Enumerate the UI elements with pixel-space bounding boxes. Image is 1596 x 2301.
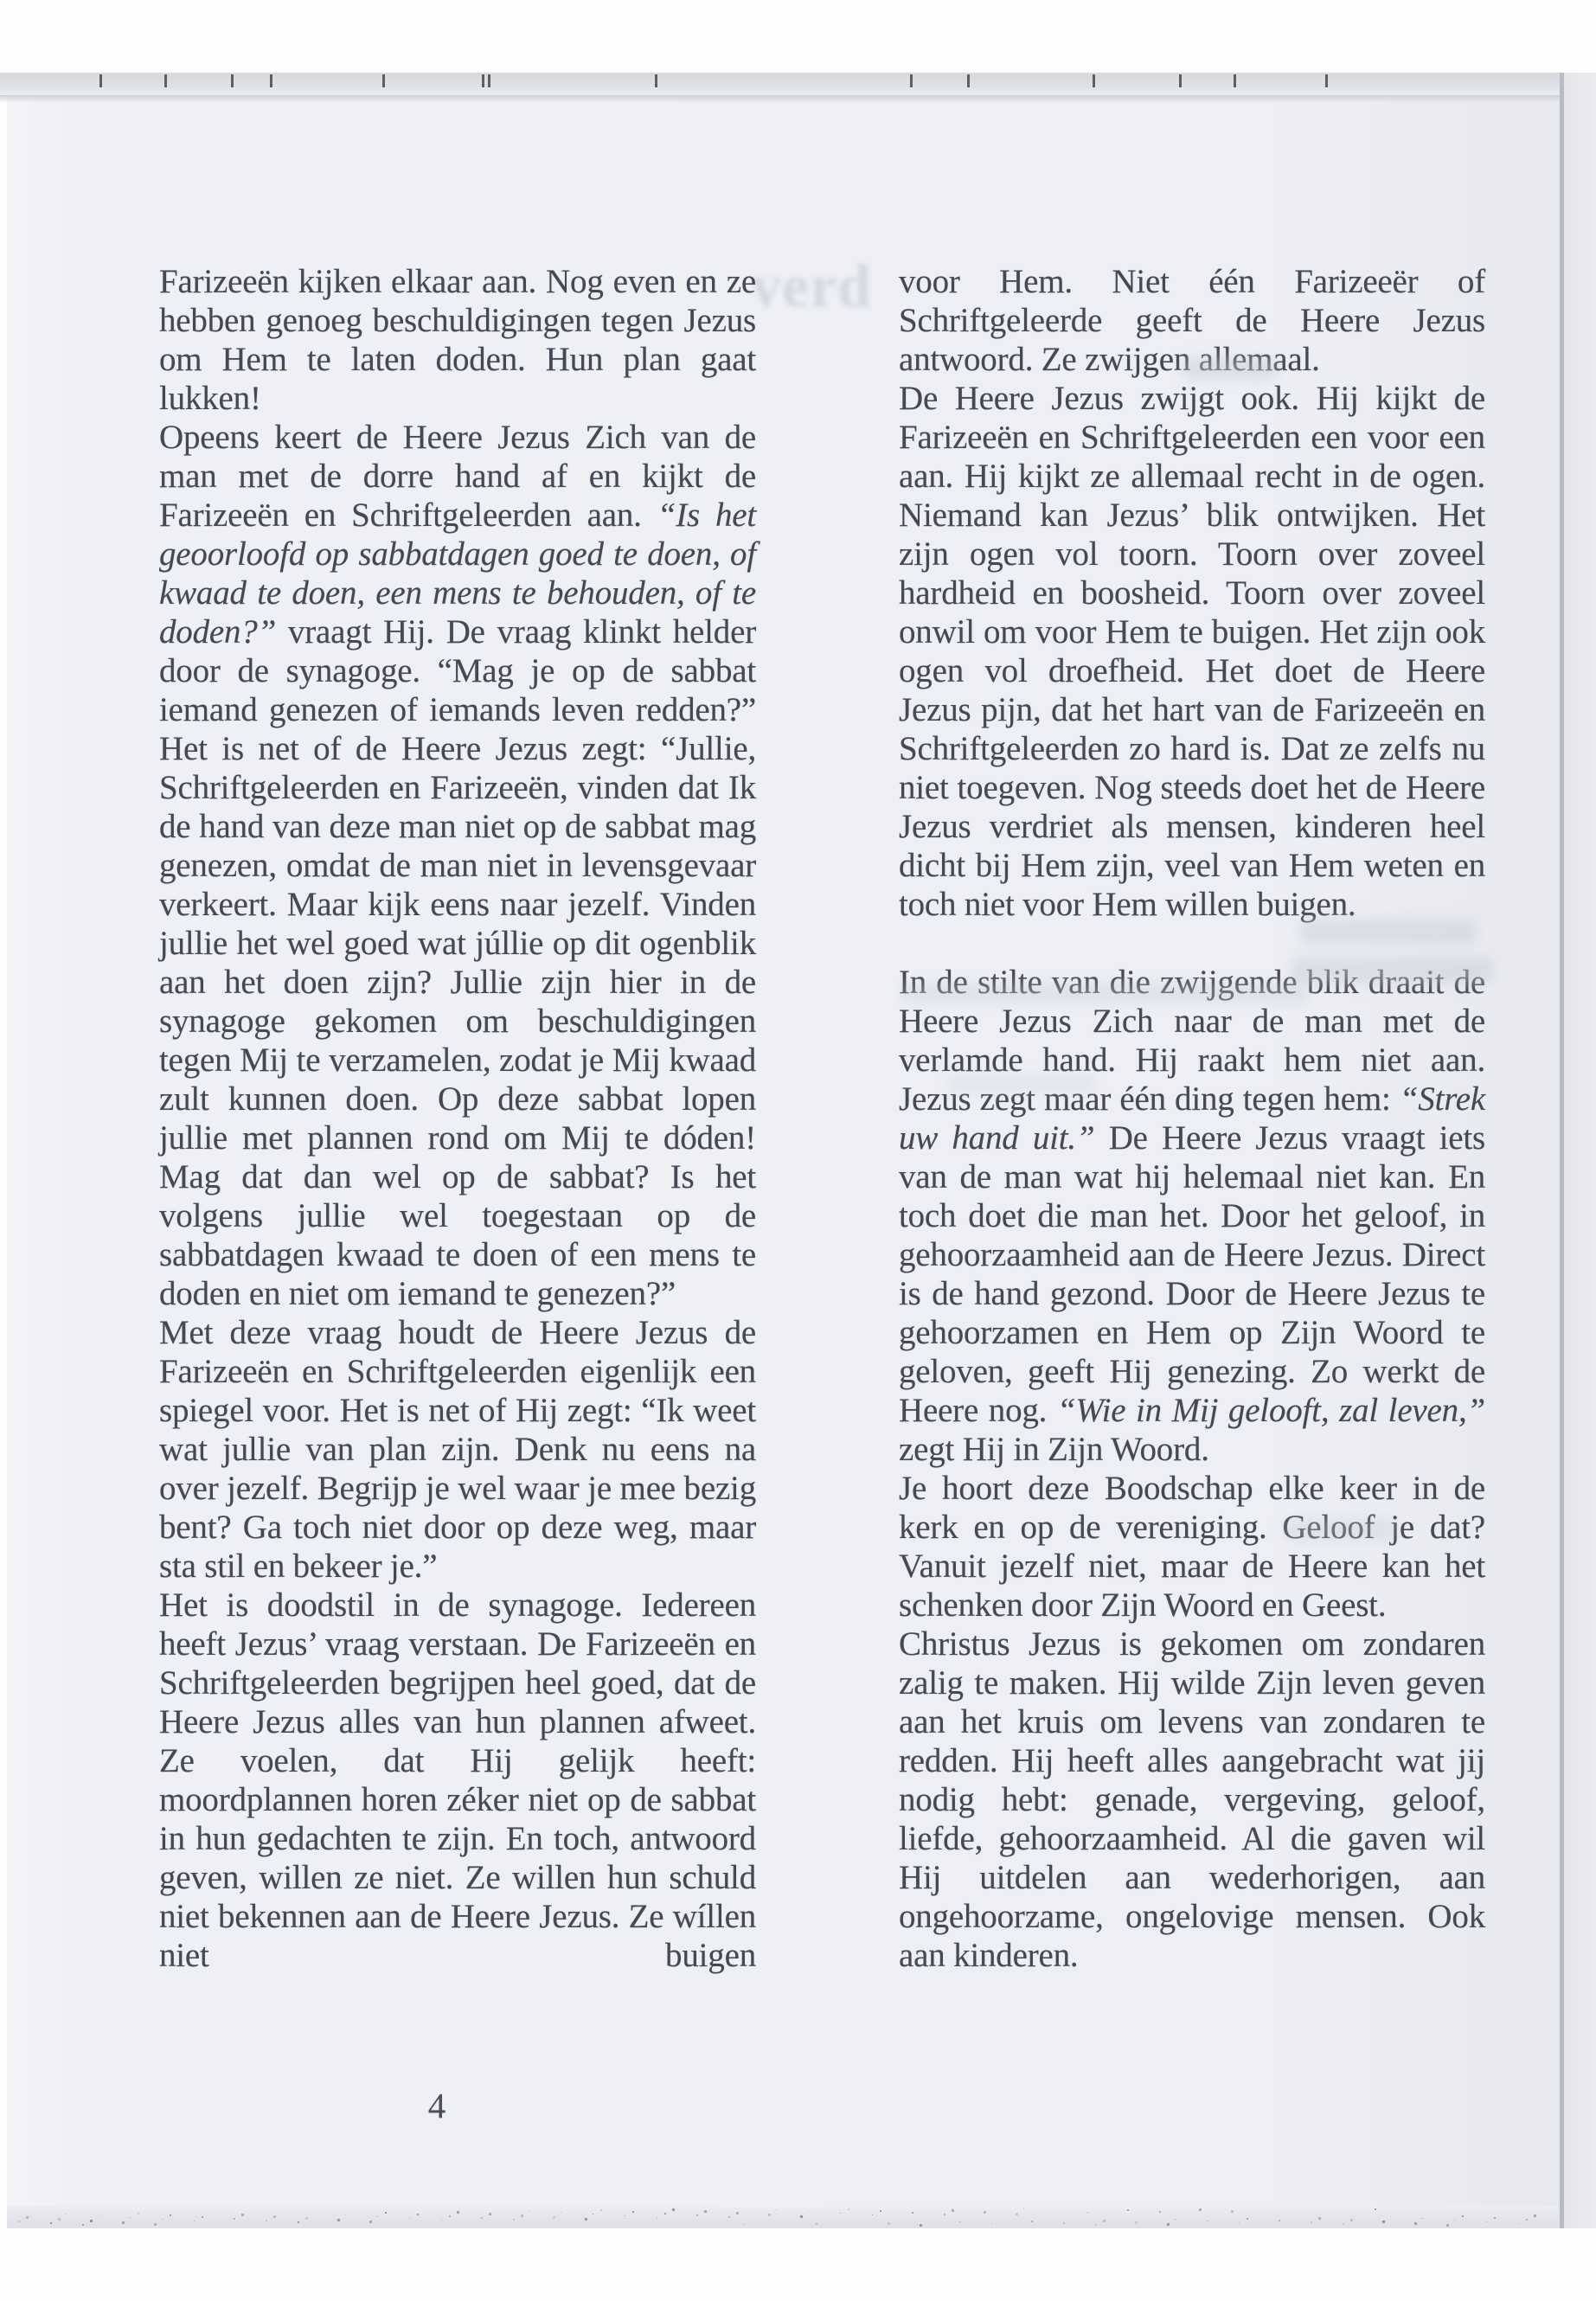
scan-noise-speck [1382, 2221, 1385, 2223]
scan-noise-speck [90, 2220, 93, 2222]
scan-noise-speck [10, 2208, 11, 2209]
text-run: Met deze vraag houdt de Heere Jezus de Farizeeën en Schriftgeleerden eigenlijk een spiegel voor. Het is net of Hij zegt: “Ik weet wat jullie van plan zijn. Denk nu eens na over jezelf. Begrijp je wel waar je mee bezig bent? Ga toch niet door op deze weg, maar sta stil en bekeer je.” [159, 1314, 756, 1585]
scan-noise-speck [1375, 2208, 1376, 2210]
scan-noise-speck [1016, 2213, 1018, 2215]
scan-noise-speck [1390, 2216, 1391, 2217]
scan-noise-speck [18, 2221, 20, 2222]
scan-noise-speck [848, 2208, 849, 2210]
bottom-speckle-band [7, 2206, 1560, 2228]
scan-noise-speck [888, 2222, 890, 2225]
text-run: De Heere Jezus vraagt iets van de man wat hij helemaal niet kan. En toch doet die man het. Door het geloof, in gehoorzaamheid aan de Heere Jezus. Direct is de hand gezond. Door de Heere Jezus te gehoorzamen en Hem op Zijn Woord te geloven, geeft Hij genezing. Zo werkt de Heere nog. [899, 1119, 1485, 1429]
scan-noise-speck [521, 2214, 523, 2217]
scan-noise-speck [744, 2224, 745, 2225]
scan-noise-speck [1175, 2219, 1176, 2220]
scan-noise-speck [585, 2218, 587, 2221]
scan-noise-speck [1446, 2224, 1449, 2227]
scan-edge-tick [231, 74, 234, 87]
scan-noise-speck [1239, 2222, 1240, 2223]
scan-noise-speck [298, 2221, 299, 2223]
scan-noise-speck [991, 2223, 992, 2224]
scan-noise-speck [984, 2211, 986, 2214]
scan-edge-tick [1179, 74, 1182, 87]
paragraph [899, 1625, 1485, 1975]
scan-noise-speck [98, 2215, 99, 2216]
scan-noise-speck [1518, 2223, 1519, 2224]
scan-noise-speck [162, 2219, 163, 2220]
scan-edge-tick [270, 74, 272, 87]
paragraph [159, 1586, 756, 1975]
scan-noise-speck [1271, 2224, 1272, 2225]
scan-noise-speck [840, 2213, 841, 2214]
scan-noise-speck [122, 2221, 125, 2224]
scan-noise-speck [1454, 2220, 1455, 2221]
scan-noise-speck [664, 2213, 666, 2214]
text-column-right [899, 262, 1485, 1975]
scan-noise-speck [1494, 2217, 1496, 2219]
italic-quote: “Wie in Mij gelooft, zal leven,” [1056, 1392, 1485, 1429]
scan-noise-speck [1063, 2222, 1065, 2224]
scan-noise-speck [1303, 2209, 1304, 2210]
scan-noise-speck [58, 2218, 61, 2221]
paragraph [159, 418, 756, 1313]
italic-quote: “Strek uw hand uit.” [899, 1080, 1485, 1157]
scan-noise-speck [345, 2214, 346, 2215]
scan-noise-speck [266, 2220, 267, 2221]
scan-noise-speck [1247, 2218, 1248, 2220]
scan-noise-speck [513, 2219, 515, 2221]
paragraph [899, 963, 1485, 1469]
scan-noise-speck [130, 2217, 131, 2218]
scan-noise-speck [385, 2212, 387, 2214]
scan-noise-speck [234, 2218, 235, 2220]
scan-noise-speck [1486, 2221, 1487, 2222]
scan-noise-speck [273, 2215, 276, 2218]
scan-noise-speck [672, 2208, 675, 2211]
text-run: vraagt Hij. De vraag klinkt helder door de synagoge. “Mag je op de sabbat iemand genezen of iemands leven redden?” Het is net of de Heere Jezus zegt: “Jullie, Schriftgeleerden en Farizeeën, vinden dat Ik de hand van deze man niet op de sabbat mag genezen, omdat de man niet in levensgevaar verkeert. Maar kijk eens naar jezelf. Vinden jullie het wel goed wat júllie op dit ogenblik aan het doen zijn? Jullie zijn hier in de synagoge gekomen om beschuldigingen tegen Mij te verzamelen, zodat je Mij kwaad zult kunnen doen. Op deze sabbat lopen jullie met plannen rond om Mij te dóden! Mag dat dan wel op de sabbat? Is het volgens jullie wel toegestaan op de sabbatdagen kwaad te doen of een mens te doden en niet om iemand te genezen?” [159, 613, 756, 1312]
bleedthrough-smudge [1183, 357, 1278, 380]
scan-noise-speck [920, 2224, 922, 2227]
scan-noise-speck [696, 2214, 698, 2216]
scan-edge-tick [164, 74, 167, 87]
bleedthrough-smudge [1284, 1519, 1396, 1540]
scan-noise-speck [800, 2215, 803, 2218]
scan-noise-speck [377, 2216, 378, 2217]
scan-noise-speck [1526, 2219, 1528, 2221]
scan-noise-speck [1311, 2221, 1312, 2223]
adjacent-page-strip [1564, 73, 1596, 2228]
scan-noise-speck [489, 2213, 491, 2215]
scan-noise-speck [305, 2217, 308, 2220]
scan-top-edge-band [0, 73, 1596, 96]
scan-noise-speck [1350, 2219, 1353, 2221]
bleedthrough-smudge [948, 1074, 1095, 1093]
scan-noise-speck [1534, 2214, 1536, 2217]
scan-noise-speck [313, 2213, 314, 2214]
text-run: Het is doodstil in de synagoge. Iedereen heeft Jezus’ vraag verstaan. De Farizeeën en Schriftgeleerden begrijpen heel goed, dat de Heere Jezus alles van hun plannen afweet. Ze voelen, dat Hij gelijk heeft: moordplannen horen zéker niet op de sabbat in hun gedachten te zijn. En toch, antwoord geven, willen ze niet. Ze willen hun schuld niet bekennen aan de Heere Jezus. Ze wíllen niet buigen [159, 1586, 756, 1974]
scan-noise-speck [776, 2209, 777, 2210]
scan-edge-tick [967, 74, 970, 87]
scan-noise-speck [170, 2214, 171, 2216]
scan-noise-speck [816, 2223, 817, 2225]
scan-noise-speck [241, 2214, 244, 2216]
scan-noise-speck [82, 2224, 84, 2226]
scan-noise-speck [872, 2214, 873, 2215]
scan-noise-speck [600, 2209, 602, 2211]
paragraph [159, 262, 756, 418]
scan-noise-speck [728, 2216, 730, 2218]
scan-edge-tick [99, 74, 102, 87]
scan-edge-tick [488, 74, 490, 87]
scan-noise-speck [1343, 2223, 1344, 2225]
text-run: voor Hem. Niet één Farizeeër of Schriftgeleerde geeft de Heere Jezus antwoord. Ze zwijgen allemaal. [899, 263, 1485, 378]
scan-noise-speck [409, 2218, 410, 2219]
scan-noise-speck [1231, 2210, 1234, 2213]
scan-noise-speck [1095, 2224, 1097, 2226]
scan-noise-speck [1135, 2221, 1138, 2224]
page-number: 4 [427, 2086, 446, 2125]
scan-noise-speck [1127, 2209, 1129, 2211]
scan-noise-speck [1422, 2218, 1423, 2219]
scan-edge-tick [1093, 74, 1095, 87]
scan-noise-speck [1462, 2215, 1464, 2217]
scan-noise-speck [912, 2212, 913, 2214]
text-run: Christus Jezus is gekomen om zondaren zalig te maken. Hij wilde Zijn leven geven aan het kruis om levens van zondaren te redden. Hij heeft alles aangebracht wat jij nodig hebt: genade, vergeving, geloof, liefde, gehoorzaamheid. Al die gaven wil Hij uitdelen aan wederhorigen, aan ongehoorzame, ongelovige mensen. Ook aan kinderen. [899, 1625, 1485, 1974]
bleedthrough-smudge [901, 983, 1308, 1003]
text-column-left [159, 262, 756, 1975]
scan-noise-speck [481, 2217, 483, 2219]
text-run: In de stilte van die zwijgende blik draait de Heere Jezus Zich naar de man met de verlamde hand. Hij raakt hem niet aan. Jezus zegt maar één ding tegen hem: [899, 964, 1485, 1118]
scan-noise-speck [226, 2222, 227, 2223]
scan-noise-speck [457, 2211, 459, 2214]
scan-edge-tick [1325, 74, 1328, 87]
scan-noise-speck [441, 2220, 442, 2221]
scan-noise-speck [1087, 2212, 1088, 2213]
scan-noise-speck [808, 2211, 809, 2212]
scan-edge-tick [482, 74, 484, 87]
scan-noise-speck [1199, 2208, 1202, 2211]
scan-edge-tick [655, 74, 657, 87]
scan-noise-speck [50, 2222, 52, 2224]
bleedthrough-headline-ghost: verd [751, 253, 873, 320]
scan-noise-speck [553, 2216, 555, 2219]
scan-noise-speck [154, 2223, 157, 2226]
scan-noise-speck [736, 2212, 739, 2214]
text-run: Farizeeën kijken elkaar aan. Nog even en ze hebben genoeg beschuldigingen tegen Jezus om Hem te laten doden. Hun plan gaat lukken! [159, 263, 756, 417]
scan-noise-speck [704, 2210, 707, 2213]
scan-noise-speck [1414, 2222, 1417, 2225]
scan-noise-speck [26, 2216, 29, 2219]
scan-noise-speck [768, 2214, 771, 2216]
scan-noise-speck [1055, 2210, 1056, 2211]
scan-noise-speck [632, 2211, 634, 2213]
scan-noise-speck [449, 2215, 451, 2217]
scan-edge-tick [382, 74, 385, 87]
text-run: Opeens keert de Heere Jezus Zich van de man met de dorre hand af en kijkt de Farizeeën en Schriftgeleerden aan. [159, 419, 756, 534]
scan-noise-speck [417, 2214, 419, 2215]
scan-noise-speck [138, 2213, 139, 2214]
scan-noise-speck [1318, 2217, 1321, 2220]
paragraph [159, 1313, 756, 1586]
italic-quote: “Is het geoorloofd op sabbatdagen goed te doen, of kwaad te doen, een mens te behouden, of te doden?” [159, 497, 756, 651]
bleedthrough-smudge [1299, 919, 1477, 945]
scan-noise-speck [1159, 2211, 1161, 2213]
scan-noise-speck [1103, 2220, 1106, 2222]
text-run: Je hoort deze Boodschap elke keer in de kerk en op de vereniging. Geloof je dat? Vanuit jezelf niet, maar de Heere kan het schenken door Zijn Woord en Geest. [899, 1470, 1485, 1624]
text-run: De Heere Jezus zwijgt ook. Hij kijkt de Farizeeën en Schriftgeleerden een voor een aan. Hij kijkt ze allemaal recht in de ogen. Niemand kan Jezus’ blik ontwijken. Het zijn ogen vol toorn. Toorn over zoveel hardheid en boosheid. Toorn over zoveel onwil om voor Hem te buigen. Het zijn ook ogen vol droefheid. Het doet de Heere Jezus pijn, dat het hart van de Farizeeën en Schriftgeleerden zo hard is. Dat ze zelfs nu niet toegeven. Nog steeds doet het de Heere Jezus verdriet als mensen, kinderen heel dicht bij Hem zijn, veel van Hem weten en toch niet voor Hem willen buigen. [899, 380, 1485, 923]
scan-edge-tick [910, 74, 913, 87]
scan-noise-speck [369, 2221, 372, 2223]
scan-noise-speck [337, 2219, 340, 2221]
scan-noise-speck [1279, 2220, 1280, 2221]
scan-top-edge-line [0, 96, 1590, 103]
paragraph [899, 379, 1485, 924]
scan-edge-tick [1234, 74, 1236, 87]
paragraph [899, 1469, 1485, 1625]
scan-noise-speck [952, 2209, 954, 2212]
scan-noise-speck [1167, 2223, 1170, 2226]
scan-noise-speck [1023, 2208, 1024, 2209]
text-run: zegt Hij in Zijn Woord. [899, 1431, 1209, 1468]
scan-noise-speck [202, 2216, 203, 2218]
scan-noise-speck [944, 2214, 945, 2215]
bleedthrough-smudge [1291, 957, 1494, 984]
scan-noise-speck [880, 2210, 881, 2212]
scan-noise-speck [959, 2221, 960, 2222]
scan-noise-speck [1031, 2221, 1033, 2222]
